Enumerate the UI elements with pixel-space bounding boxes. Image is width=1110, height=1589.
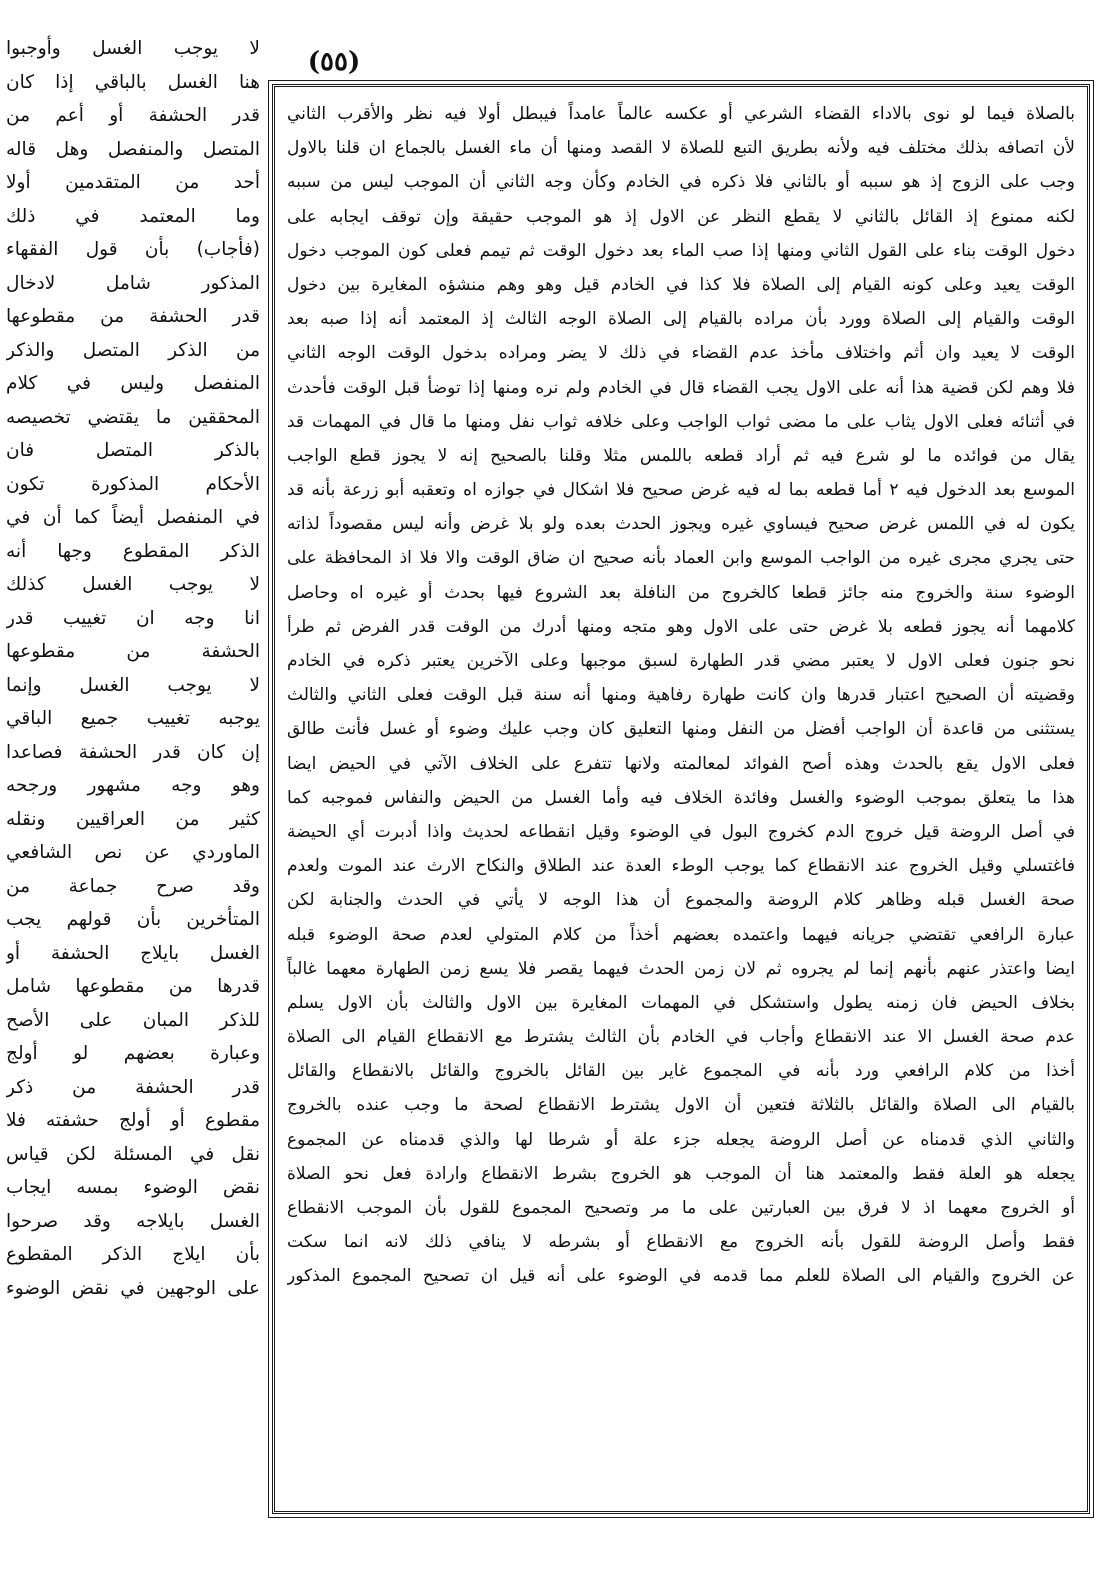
main-text-line: صحة الغسل قبله وظاهر كلام الروضة والمجموع أن هذا الوجه لا يأتي في الحدث والجنابة لكن bbox=[287, 890, 1075, 911]
side-text-line: لا يوجب الغسل كذلك bbox=[6, 574, 260, 595]
side-text-line: بالذكر المتصل فان bbox=[6, 440, 260, 461]
side-text-line: الذكر المقطوع وجها أنه bbox=[6, 540, 260, 562]
main-text-line: والثاني الذي قدمناه عن أصل الروضة يجعله جزء علة أو شرطا لها والذي قدمناه عن المجموع bbox=[287, 1129, 1075, 1150]
side-text-line: المذكور شامل لادخال bbox=[6, 272, 260, 294]
main-text-line: في أثنائه فعلى الاول يثاب على ما مضى ثواب الواجب وعلى خلافه ثواب نفل ومنها ما قال في المهمات قد bbox=[287, 411, 1075, 432]
main-text-line: فاغتسلي وقيل الخروج عند الانقطاع كما يوجب الوطء العدة عند الطلاق والنكاح الارث عند الموت ولعدم bbox=[287, 856, 1075, 877]
main-text-line: بخلاف الحيض فان زمنه يطول واستشكل في المهمات المغايرة بين الاول والثالث بأن الاول يسلم bbox=[287, 992, 1075, 1013]
main-text-line: وجب على الزوج إذ هو سببه أو بالثاني فلا ذكره في الخادم وكأن وجه الثاني أن الموجب ليس من سببه bbox=[287, 172, 1075, 193]
side-text-line: كثير من العراقيين ونقله bbox=[6, 808, 260, 830]
side-text-line: أحد من المتقدمين أولا bbox=[6, 172, 260, 193]
main-text-line: في أصل الروضة قيل خروج الدم كخروج البول في الوضوء وقيل انقطاعه لحديث واذا أدبرت أي الحيضة bbox=[287, 821, 1075, 842]
main-text-line: أو الخروج معهما اذ لا فرق بين العبارتين على ما مر وتصحيح المجموع للقول بأن الموجب الانقطاع bbox=[287, 1198, 1075, 1218]
side-text-line: نقض الوضوء بمسه ايجاب bbox=[6, 1177, 260, 1198]
side-text-line: قدر الحشفة من ذكر bbox=[6, 1076, 260, 1098]
side-text-line: الأحكام المذكورة تكون bbox=[6, 473, 260, 495]
main-text-line: فلا وهم لكن قضية هذا أنه على الاول يجب القضاء قال في الخادم ولم نره ومنها إذا توضأ قبل الوقت فأحدث bbox=[287, 377, 1075, 398]
main-text-line: بالصلاة فيما لو نوى بالاداء القضاء الشرعي أو عكسه عالماً عامداً فيبطل أولا فيه نظر والأقرب الثاني bbox=[287, 104, 1075, 124]
main-text-frame bbox=[272, 84, 1090, 1514]
main-text-line: عبارة الرافعي تقتضي جريانه فيهما واعتمده بعضهم أخذاً من كلام المتولي لعدم صحة الوضوء قبله bbox=[287, 924, 1075, 945]
main-text-line: الوقت لا يعيد وان أثم واختلاف مأخذ عدم القضاء في ذلك لا يضر ومراده بدخول الوقت الوجه الثاني bbox=[287, 343, 1075, 364]
main-text-line: هذا ما يتعلق بموجب الوضوء والغسل وفائدة الخلاف فيه وأما الغسل من الحيض والنفاس فموجبه كما bbox=[287, 787, 1075, 808]
main-text-line: حتى يجري مجرى غيره من الواجب الموسع وابن العماد بأنه صحيح ان ضاق الوقت والا فلا اذ المحافظة على bbox=[287, 548, 1075, 569]
main-text-line: عن الخروج والقيام الى الصلاة للعلم مما قدمه في الوضوء على أنه قيل ان تصحيح المجموع المذكور bbox=[287, 1266, 1075, 1287]
side-text-line: على الوجهين في نقض الوضوء bbox=[6, 1277, 260, 1299]
side-text-line: المنفصل وليس في كلام bbox=[6, 373, 260, 394]
main-text-line: يكون له في اللمس غرض صحيح فيساوي غيره ويجوز الحدث بعده ولو بلا غرض وأنه ليس مقصوداً لذاته bbox=[287, 514, 1075, 535]
side-text-line: المحققين ما يقتضي تخصيصه bbox=[6, 406, 260, 428]
side-text-line: من الذكر المتصل والذكر bbox=[6, 339, 260, 361]
side-text-line: هنا الغسل بالباقي إذا كان bbox=[6, 71, 260, 93]
side-text-line: المتأخرين بأن قولهم يجب bbox=[6, 909, 260, 930]
side-text-line: قدر الحشفة أو أعم من bbox=[6, 105, 260, 126]
main-text-line: الوقت والقيام إلى الصلاة وورد بأن مراده بالقيام إلى الصلاة الوجه الثالث إذ المعتمد أنه إذا صبه بعد bbox=[287, 309, 1075, 330]
side-text-line: قدر الحشفة من مقطوعها bbox=[6, 306, 260, 327]
main-text-line: ايضا واعتذر عنهم بأنهم إنما لم يجروه ثم لان زمن الحدث فيهما يقصر فلا يسع زمن الطهارة معهما غالباً bbox=[287, 958, 1075, 979]
side-text-line: وعبارة بعضهم لو أولج bbox=[6, 1043, 260, 1064]
side-text-line: مقطوع أو أولج حشفته فلا bbox=[6, 1110, 260, 1131]
side-text-line: الحشفة من مقطوعها bbox=[6, 641, 260, 662]
main-text-line: أخذا من كلام الرافعي ورد بأنه في المجموع غاير بين القائل بالخروج والقائل بالانقطاع والقائل bbox=[287, 1061, 1075, 1082]
side-text-line: يوجبه تغييب جميع الباقي bbox=[6, 708, 260, 729]
main-text-line: الوضوء سنة والخروج منه جائز قطعا كالخروج من النافلة بعد الشروع فيها بحدث أو غيره اه وحاصل bbox=[287, 582, 1075, 603]
main-text-line: كلامهما أنه يجوز قطعه بلا غرض حتى على الاول وهو متجه ومنها أدرك من الوقت قدر الفرض ثم طرأ bbox=[287, 616, 1075, 637]
main-text-line: يقال من فوائده ما لو شرع فيه ثم أراد قطعه باللمس مثلا وقلنا بالصحيح إنه لا يجوز قطع الواجب bbox=[287, 445, 1075, 466]
side-text-line: بأن ايلاج الذكر المقطوع bbox=[6, 1244, 260, 1265]
main-text-line: بالقيام الى الصلاة والقائل بالثلاثة فتعين أن الاول يشترط الانقطاع لصحة ما وجب عنده بالخروج bbox=[287, 1095, 1075, 1116]
page-number: (٥٥) bbox=[307, 47, 361, 77]
main-text-line: فقط وأصل الروضة للقول بأنه الخروج مع الانقطاع أو بشرطه لا ينافي ذلك لانه انما سكت bbox=[287, 1232, 1075, 1253]
main-text-line: الموسع بعد الدخول فيه ٢ أما قطعه بما له فيه غرض صحيح فلا اشكال في جوازه اه وتعقبه أبو زرعة بأنه قد bbox=[287, 480, 1075, 501]
side-text-line: لا يوجب الغسل وأوجبوا bbox=[6, 38, 260, 59]
main-text-line: فعلى الاول يقع بالحدث وهذه أصح الفوائد لمعالمته ولانها تتفرع على الخلاف الآتي في الحيض ايضا bbox=[287, 753, 1075, 774]
side-text-line: وهو وجه مشهور ورجحه bbox=[6, 775, 260, 796]
side-text-line: وما المعتمد في ذلك bbox=[6, 205, 260, 227]
main-text-line: وقضيته أن الصحيح اعتبار قدرها وان كانت طهارة رفاهية ومنها أنه سنة قبل الوقت فعلى الثاني والثالث bbox=[287, 685, 1075, 706]
side-commentary-column bbox=[6, 32, 260, 1552]
side-text-line: الغسل بايلاج الحشفة أو bbox=[6, 942, 260, 964]
main-text-line: يجعله هو العلة فقط والمعتمد هنا أن الموجب هو الخروج بشرط الانقطاع وارادة فعل نحو الصلاة bbox=[287, 1163, 1075, 1184]
main-text-body bbox=[287, 97, 1075, 1501]
main-text-line: دخول الوقت بناء على القول الثاني ومنها إذا صب الماء بعد دخول الوقت ثم تيمم فعلى كون الموجب دخول bbox=[287, 240, 1075, 261]
side-text-line: وقد صرح جماعة من bbox=[6, 875, 260, 897]
side-text-line: لا يوجب الغسل وإنما bbox=[6, 674, 260, 696]
main-text-line: عدم صحة الغسل الا عند الانقطاع وأجاب في الخادم بأن الثالث يشترط مع الانقطاع القيام الى الصلاة bbox=[287, 1027, 1075, 1048]
main-text-line: يستثنى من قاعدة أن الواجب أفضل من النفل ومنها التعليق كان وجب عليك وضوء أو غسل فأنت طالق bbox=[287, 719, 1075, 740]
main-text-line: الوقت يعيد وعلى كونه القيام إلى الصلاة فلا كذا في الخادم قيل وهو وهم منشؤه المغايرة بين دخول bbox=[287, 274, 1075, 295]
side-text-line: الغسل بايلاجه وقد صرحوا bbox=[6, 1210, 260, 1232]
side-text-line: المتصل والمنفصل وهل قاله bbox=[6, 138, 260, 160]
side-text-line: (فأجاب) بأن قول الفقهاء bbox=[6, 239, 260, 260]
main-text-line: لأن اتصافه بذلك مختلف فيه ولأنه بطريق التبع للصلاة لا القصد ومنها أن ماء الغسل بالجماع ان قلنا بالاول bbox=[287, 138, 1075, 159]
side-text-line: إن كان قدر الحشفة فصاعدا bbox=[6, 741, 260, 763]
side-text-line: للذكر المبان على الأصح bbox=[6, 1009, 260, 1031]
side-text-line: في المنفصل أيضاً كما أن في bbox=[6, 507, 260, 528]
side-text-line: نقل في المسئلة لكن قياس bbox=[6, 1143, 260, 1165]
main-text-line: نحو جنون فعلى الاول لا يعتبر مضي قدر الطهارة لسبق موجبها وعلى الآخرين يعتبر ذكره في الخادم bbox=[287, 651, 1075, 671]
side-text-line: قدرها من مقطوعها شامل bbox=[6, 976, 260, 997]
main-text-line: لكنه ممنوع إذ القائل بالثاني لا يقطع النظر عن الاول إذ هو الموجب حقيقة وإن توقف ايجابه على bbox=[287, 206, 1075, 227]
side-text-line: الماوردي عن نص الشافعي bbox=[6, 842, 260, 863]
side-text-line: انا وجه ان تغييب قدر bbox=[6, 607, 260, 629]
